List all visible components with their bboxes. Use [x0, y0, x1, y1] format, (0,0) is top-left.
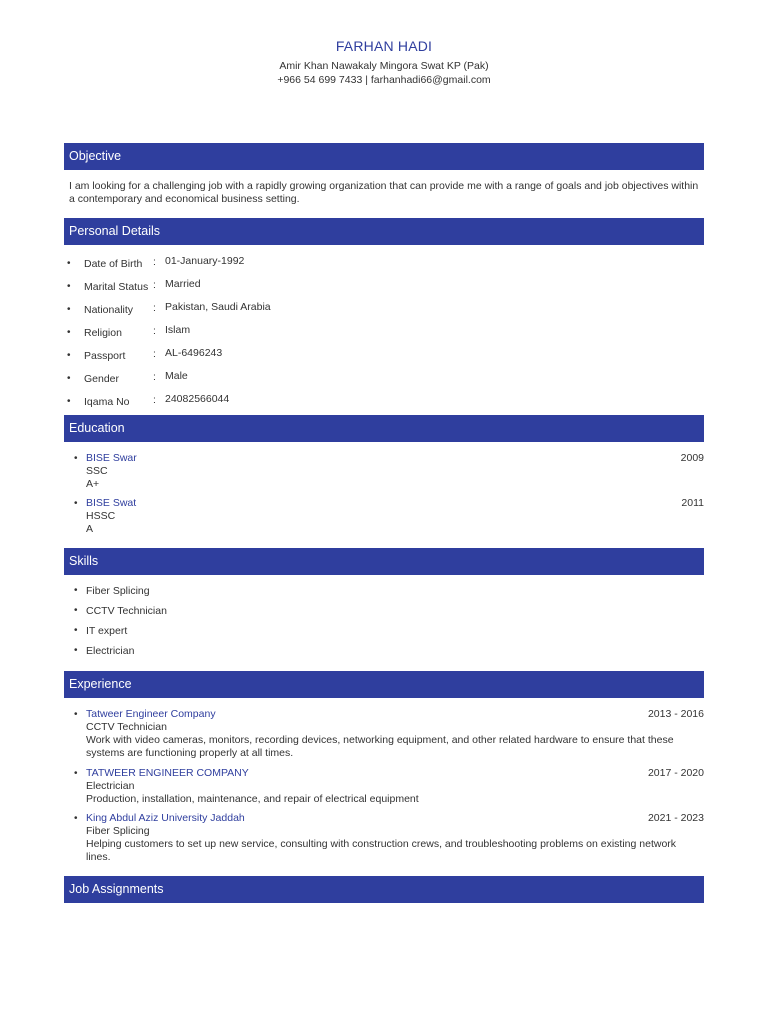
personal-value: Islam	[165, 324, 191, 336]
personal-value: Male	[165, 370, 188, 382]
bullet-icon: •	[74, 625, 78, 636]
experience-role: Fiber Splicing	[86, 825, 150, 837]
bullet-icon: •	[74, 605, 78, 616]
skill-label: Fiber Splicing	[86, 585, 150, 597]
personal-label: Nationality	[84, 304, 134, 316]
skill-label: Electrician	[86, 645, 135, 657]
personal-value: 01-January-1992	[165, 255, 245, 267]
bullet-icon: •	[67, 327, 71, 338]
bullet-icon: •	[67, 304, 71, 315]
personal-label: Religion	[84, 327, 122, 339]
bullet-icon: •	[74, 768, 78, 779]
skill-label: IT expert	[86, 625, 128, 637]
section-assignments-header: Job Assignments	[64, 876, 704, 903]
personal-value: 24082566044	[165, 393, 230, 405]
bullet-icon: •	[67, 373, 71, 384]
education-year: 2011	[681, 497, 704, 509]
bullet-icon: •	[74, 709, 78, 720]
bullet-icon: •	[74, 498, 78, 509]
personal-label: Gender	[84, 373, 120, 385]
resume-header	[0, 38, 768, 87]
section-experience-header: Experience	[64, 671, 704, 698]
experience-company: King Abdul Aziz University Jaddah	[86, 812, 245, 824]
personal-value: Married	[165, 278, 201, 290]
experience-years: 2017 - 2020	[647, 767, 704, 779]
colon-separator: :	[153, 348, 156, 360]
colon-separator: :	[153, 256, 156, 268]
candidate-contact: +966 54 699 7433 | farhanhadi66@gmail.com	[277, 74, 491, 86]
personal-label: Passport	[84, 350, 126, 362]
education-degree: HSSC	[86, 510, 116, 522]
education-school: BISE Swat	[86, 497, 137, 509]
experience-role: Electrician	[86, 780, 135, 792]
experience-years: 2013 - 2016	[647, 708, 704, 720]
colon-separator: :	[153, 371, 156, 383]
colon-separator: :	[153, 325, 156, 337]
experience-item	[74, 767, 704, 807]
education-year: 2009	[680, 452, 704, 464]
bullet-icon: •	[74, 453, 78, 464]
section-personal-header: Personal Details	[64, 218, 704, 245]
skill-label: CCTV Technician	[86, 605, 167, 617]
education-item	[74, 497, 704, 537]
section-objective-header: Objective	[64, 143, 704, 170]
experience-company: TATWEER ENGINEER COMPANY	[86, 767, 249, 779]
bullet-icon: •	[67, 396, 71, 407]
experience-description: Production, installation, maintenance, and repair of electrical equipment	[86, 793, 419, 805]
candidate-name: FARHAN HADI	[335, 38, 433, 54]
experience-years: 2021 - 2023	[647, 812, 704, 824]
education-grade: A	[86, 523, 94, 535]
experience-company: Tatweer Engineer Company	[86, 708, 216, 720]
education-item	[74, 452, 704, 492]
objective-text: I am looking for a challenging job with a rapidly growing organization that can provide me with a range of goals and job objectives within a contemporary and economical business setting.	[69, 180, 699, 205]
personal-label: Iqama No	[84, 396, 130, 408]
colon-separator: :	[153, 279, 156, 291]
bullet-icon: •	[74, 813, 78, 824]
experience-role: CCTV Technician	[86, 721, 167, 733]
education-grade: A+	[86, 478, 100, 490]
bullet-icon: •	[67, 258, 71, 269]
experience-item	[74, 708, 704, 760]
candidate-address: Amir Khan Nawakaly Mingora Swat KP (Pak)	[279, 60, 489, 72]
bullet-icon: •	[67, 281, 71, 292]
bullet-icon: •	[74, 645, 78, 656]
experience-description: Helping customers to set up new service, consulting with construction crews, and troubleshooting problems on existing network lines.	[86, 838, 677, 863]
experience-item	[74, 812, 704, 864]
bullet-icon: •	[67, 350, 71, 361]
personal-label: Date of Birth	[84, 258, 143, 270]
personal-value: AL-6496243	[165, 347, 223, 359]
experience-description: Work with video cameras, monitors, recording devices, networking equipment, and other related hardware to ensure that these systems are functioning properly at all times.	[86, 734, 674, 759]
section-education-header: Education	[64, 415, 704, 442]
personal-label: Marital Status	[84, 281, 149, 293]
education-degree: SSC	[86, 465, 108, 477]
section-skills-header: Skills	[64, 548, 704, 575]
colon-separator: :	[153, 302, 156, 314]
education-school: BISE Swar	[86, 452, 137, 464]
personal-value: Pakistan, Saudi Arabia	[165, 301, 271, 313]
bullet-icon: •	[74, 585, 78, 596]
colon-separator: :	[153, 394, 156, 406]
